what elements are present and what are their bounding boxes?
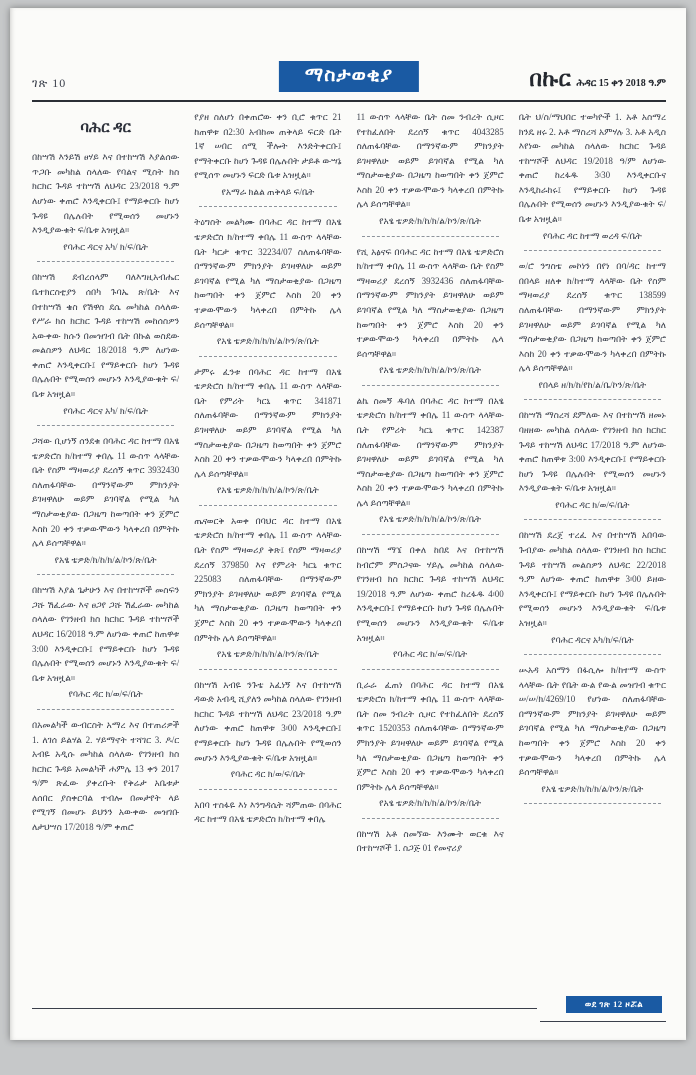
notice-divider [362, 534, 499, 535]
notice-paragraph: ቢራራ ፈጠነ በባሕር ዳር ከተማ በአፄ ቴዎድሮስ ክ/ከተማ ቀበሌ 11 ውስጥ ላላቸው ቤት ስመ ንብረት ሲዞር የተከፈለበት ደረሰኝ ቁጥር 1520353 ስለጠፋባቸው በማንኛውም ምክንያት ይገዛዋለሁ ወይም ይገባኛል የሚል ካለ ማስታወቂያው በጋዜጣ ከወጣበት ቀን ጀምሮ እስከ 20 ቀን ተቃውሞውን ካላቀረበ በምትኩ ሌላ ይሰጣቸዋል። [356, 679, 504, 792]
notice-paragraph: 11 ውስጥ ላላቸው ቤት ስመ ንብረት ሲዞር የተከፈለበት ደረሰኝ ቁጥር 4043285 ስለጠፋባቸው በማንኛውም ምክንያት ይገዛዋለሁ ወይም ይገባኛል የሚል ካለ ማስታወቂያው በጋዜጣ ከወጣበት ቀን ጀምሮ እስከ 20 ቀን ተቃውሞውን ካላቀረበ በምትኩ ሌላ ይሰጣቸዋል። [356, 112, 504, 210]
notice-paragraph: ቤት ህ/ስ/ማህበር ተወካዮች 1. አቶ አስማረ ክንዴ ዘሩ 2. አቶ ማስረሻ አምሃሉ 3. አቶ አዲስ እየነው መካከል ስላለው ክርክር ጉዳይ ተከሣሾች ለህዳር 19/2018 ዓ/ም ለሆነው ቀጠሮ ከረፋዱ 3፡30 እንዲቀርቡና እንዲከራከሩ፤ የማይቀርቡ ከሆነ ጉዳዩ በሌሉበት የሚወሰን መሆኑን እንዲያውቁት ፍ/ቤቱ አዝዟል። [518, 112, 666, 225]
notice-paragraph: በከሣሽ እንይሽ ፀሃይ እና በተከሣሽ እያልሰው ጥጋቡ መካከል ስላለው የባልና ሚስት ክስ ክርክር ጉዳይ ተከሣሽ ለህዳር 23/2018 ዓ.ም ለሆነው ቀጠሮ እንዲቀርቡ፤ የማይቀርቡ ከሆነ ጉዳዩ በሌሉበት የሚወሰን መሆኑን እንዲያውቁት ፍ/ቤቱ አዝዟል። [32, 152, 180, 236]
bottom-rule-left [32, 1008, 537, 1009]
column-1 [32, 110, 179, 1006]
column-2 [194, 110, 341, 1006]
section-title-badge: ማስታወቂያ [279, 61, 419, 92]
notice-paragraph: የሺ አፅናፍ በባሕር ዳር ከተማ በአፄ ቴዎድሮስ ክ/ከተማ ቀበሌ 11 ውስጥ ላላቸው ቤት የስም ማዛወሪያ ደረሰኝ 3932436 ስለጠፋባቸው በማንኛውም ምክንያት ይገዛዋለሁ ወይም ይገባኛል የሚል ካለ ማስታወቂያው በጋዜጣ ከወጣበት ቀን ጀምሮ እስከ 20 ቀን ተቃውሞውን ካላቀረበ በምትኩ ሌላ ይሰጣቸዋል። [356, 246, 504, 359]
court-signature: የአፄ ቴዎድ/ክ/ከ/ክ/ል/ኮን/ጽ/ቤት [379, 216, 482, 227]
notice-divider [199, 356, 336, 357]
notice-paragraph: በከሣሽ አብዬ ንጉቴ አፈነኝ እና በተከሣሽ ዳውድ አብዲ ሺያለን መካከል ስላለው የገንዘብ ክርክር ጉዳይ ተከሣሽ ለህዳር 23/2018 ዓ.ም ለሆነው ቀጠሮ ከጠዋቱ 3፡00 እንዲቀርቡ፤ የማይቀርቡ ከሆነ ጉዳዩ በሌሉበት የሚወሰን መሆኑን እንዲያውቁት ፍ/ቤቱ አዝዟል። [194, 679, 342, 763]
notice-divider [524, 519, 661, 520]
court-signature: የአማራ ክልል ጠቅላይ ፍ/ቤት [221, 186, 315, 197]
notice-paragraph: ጋሻው ቢሆነኝ ሰንደቁ በባሕር ዳር ከተማ በአፄ ቴዎድሮስ ክ/ከተማ ቀበሌ 11 ውስጥ ላላቸው ቤት የስም ማዛወሪያ ደረሰኝ ቁጥር 3932430 ስለጠፋባቸው በማንኛውም ምክንያት ይገዛዋለሁ ወይም ይገባኛል የሚል ካለ ማስታወቂያው በጋዜጣ ከወጣበት ቀን ጀምሮ እስከ 20 ቀን ተቃውሞውን ካላቀረበ በምትኩ ሌላ ይሰጣቸዋል። [32, 436, 180, 549]
notice-paragraph: ሡአዳ አስማን በፋሲሎ ክ/ከተማ ውስጥ ላላቸው ቤት የቤት ውል የውል መዝገብ ቁጥር ሠ/ሠ/ክ/4269/10 የሆነው ስለጠፋባቸው በማንኛውም ምክንያት ይገዛዋለሁ ወይም ይገባኛል የሚል ካለ ማስታወቂያው በጋዜጣ ከወጣበት ቀን ጀምሮ እስከ 20 ቀን ተቃውሞውን ካላቀረበ በምትኩ ሌላ ይሰጣቸዋል። [518, 665, 666, 778]
court-signature: የአፄ ቴዎድ/ክ/ከ/ክ/ል/ኮን/ጽ/ቤት [216, 336, 319, 347]
court-signature: የባሕር ዳር ክ/ወ/ፍ/ቤት [392, 649, 468, 660]
notice-divider [199, 669, 336, 670]
court-signature: የአፄ ቴዎድ/ክ/ከ/ክ/ል/ኮን/ጽ/ቤት [379, 365, 482, 376]
court-signature: የባሕር ዳር ክ/ወ/ፍ/ቤት [68, 689, 143, 700]
notice-paragraph: ጤናወርቅ አወቀ በባህር ዳር ከተማ በአፄ ቴዎድሮስ ክ/ከተማ ቀበሌ 11 ውስጥ ላላቸው ቤት የስም ማዛወሪያ ቅጽ፤ የስም ማዛወሪያ ደረሰኝ 379850 እና የምሪት ካርኒ ቁጥር 225083 ስለጠፋባቸው በማንኛውም ምክንያት ይገዛዋለሁ ወይም ይገባኛል የሚል ካለ ማስታወቂያው በጋዜጣ ከወጣበት ቀን ጀምሮ እስከ 20 ቀን ተቃውሞውን ካላቀረበ በምትኩ ሌላ ይሰጣቸዋል። [194, 515, 342, 643]
notice-paragraph: በከሣሽ ማስረሻ ደምለው እና በተከሣሽ ዘመኑ ባዘዘው መካከል ስላለው የገንዘብ ክስ ክርክር ጉዳይ ተከሣሽ ለህዳር 17/2018 ዓ.ም ለሆነው ቀጠሮ ከጠዋቱ 3:00 እንዲቀርቡ፤ የማይቀርቡ ከሆነ ጉዳዩ በሌሉበት የሚወሰን መሆኑን እንዲያውቁት ፍ/ቤቱ አዝዟል። [518, 410, 666, 494]
court-signature: የአፄ ቴዎድ/ክ/ከ/ክ/ል/ኮን/ጽ/ቤት [379, 798, 482, 809]
page-number-label: ገጽ 10 [32, 76, 67, 90]
notice-divider [37, 709, 174, 710]
notice-divider [199, 206, 336, 207]
court-signature: የባሕር ዳርና አካ/ክ/ፍ/ቤት [551, 634, 634, 645]
column-4 [519, 110, 666, 1006]
column-3 [357, 110, 504, 1006]
court-signature: የአፄ ቴዎድ/ክ/ከ/ክ/ል/ኮን/ጽ/ቤት [541, 783, 644, 794]
notice-divider [37, 261, 174, 262]
notice-paragraph: ልኬ ስመኝ ዱባለ በባሕር ዳር ከተማ በአፄ ቴዎድሮስ ክ/ከተማ ቀበሌ 11 ውስጥ ላላቸው ቤት የምሪት ካርኒ ቁጥር 142387 ስለጠፋባቸው በማንኛውም ምክንያት ይገዛዋለሁ ወይም ይገባኛል የሚል ካለ ማስታወቂያው በጋዜጣ ከወጣበት ቀን ጀምሮ እስከ 20 ቀን ተቃውሞውን ካላቀረበ በምትኩ ሌላ ይሰጣቸዋል። [356, 395, 504, 508]
masthead [529, 66, 666, 94]
notice-divider [524, 654, 661, 655]
notice-paragraph: በከሣሽ ማኜ በቀለ ከበደ እና በተከሣሽ ከብሮም ምስጋናው ሃይሌ መካከል ስላለው የገንዘብ ክስ ክርክር ጉዳይ ተከሣሽ ለህዳር 19/2018 ዓ.ም ለሆነው ቀጠሮ ከረፋዱ 4፡00 እንዲቀርቡ፤ የማይቀርቡ ከሆነ ጉዳዩ በሌሉበት የሚወሰን መሆኑን እንዲያውቁት ፍ/ቤቱ አዝዟል። [356, 545, 504, 643]
court-signature: የአፄ ቴዎድ/ክ/ከ/ክ/ል/ኮን/ጽ/ቤት [54, 554, 157, 565]
notice-divider [524, 250, 661, 251]
notice-paragraph: በከሣሽ አቶ ስመኘው እንሙት ወርቁ እና በተከሣሾች 1. ስጋጅ 01 የመኖሪያ [356, 828, 504, 854]
notice-columns [32, 110, 666, 1006]
notice-divider [362, 669, 499, 670]
page-header [32, 56, 666, 94]
notice-divider [37, 574, 174, 575]
continued-on-page-badge: ወደ ገጽ 12 ዞሯል [566, 996, 662, 1013]
notice-divider [199, 789, 336, 790]
notice-paragraph: በከሣሽ ደብረሰላም ባለእግዚአብሔር ቤተክርስቲያን ሰበካ ጉባኤ ጽ/ቤት እና በተከሣሽ ቄስ የሽዋስ ደሴ መካከል ስላለው የሥራ ክስ ክርክር ጉዳይ ተከሣሽ መከሰስዎን አውቀው ክሱን በመዝገብ ቤት በኩል ወስደው መልስዎን ለህዳር 18/2018 ዓ.ም ለሆነው ቀጠሮ እንዲቀርቡ፤ የማይቀርቡ ከሆነ ጉዳዩ በሌሉበት የሚወሰን መሆኑን እንዲያውቁት ፍ/ቤቱ አዝዟል። [32, 272, 180, 399]
court-signature: የአፄ ቴዎድ/ክ/ከ/ክ/ል/ኮን/ጽ/ቤት [216, 649, 319, 660]
bottom-rule-right [540, 1021, 666, 1022]
court-signature: የአፄ ቴዎድ/ክ/ከ/ክ/ል/ኮን/ጽ/ቤት [379, 514, 482, 525]
notice-paragraph: ወ/ሮ ንግስቴ መኮነን በየነ በባ/ዳር ከተማ በበላይ ዘለቀ ክ/ከተማ ላላቸው ቤት የስም ማዛወሪያ ደረሰኝ ቁጥር 138599 ስለጠፋባቸው በማንኛውም ምክንያት ይገዛዋለሁ ወይም ይገባኛል የሚል ካለ ማስታወቂያው በጋዜጣ ከወጣበት ቀን ጀምሮ እስከ 20 ቀን ተቃውሞውን ካላቀረበ በምትኩ ሌላ ይሰጣቸዋል። [518, 261, 666, 374]
notice-paragraph: አበባ ተስፋዬ እነ እንግዳሴት ሻምጠው በባሕር ዳር ከተማ በአፄ ቴዎድሮስ ክ/ከተማ ቀበሌ [194, 799, 342, 825]
court-signature: የበላይ ዘ/ክ/ከ/የከ/ል/ቤ/ኮን/ጽ/ቤት [538, 379, 647, 390]
notice-divider [362, 236, 499, 237]
city-heading: ባሕር ዳር [80, 120, 131, 136]
notice-paragraph: በከሣሽ ደረጀ ተረፈ እና በተከሣሽ አበባው ጉብያው መካከል ስላለው የገንዘብ ክስ ክርክር ጉዳይ ተከሣሽ መልስዎን ለህዳር 22/2018 ዓ.ም ለሆነው ቀጠሮ ከጠዋቱ 3፡00 ይዘው እንዲቀርቡ፤ የማይቀርቡ ከሆነ ጉዳዩ በሌሉበት የሚወሰን መሆኑን እንዲያውቁት ፍ/ቤቱ አዝዟል። [518, 530, 666, 628]
notice-divider [524, 803, 661, 804]
notice-divider [524, 399, 661, 400]
court-signature: የአፄ ቴዎድ/ክ/ከ/ክ/ል/ኮን/ጽ/ቤት [216, 485, 319, 496]
notice-paragraph: የያዘ ስለሆነ በቀጠሮው ቀን ቢሮ ቁጥር 21 ከጠዋቱ በ2:30 አብከመ ጠቅላይ ፍርድ ቤት 1ኛ ሠበር ሰሚ ችሎት እንድትቀርቡ፤ የማትቀርቡ ከሆነ ጉዳዩ በሌሉበት ታይቶ ውሣኔ የሚሰጥ መሆኑን ፍርድ ቤቱ አዝዟል። [194, 112, 342, 181]
notice-divider [199, 505, 336, 506]
notice-paragraph: በከሣሽ እያል ጌታሁን እና በተከሣሾች መስፍን ጋሹ ሽፈራው እና ፀጋየ ጋሹ ሽፈራው መካከል ስላለው የገንዘብ ክስ ክርክር ጉዳይ ተከሣሾች ለህዳር 16/2018 ዓ.ም ለሆነው ቀጠሮ ከጠዋቱ 3:00 እንዲቀርቡ፤ የማይቀርቡ ከሆነ ጉዳዩ በሌሉበት የሚወሰን መሆኑን እንዲያውቁት ፍ/ቤቱ አዝዟል። [32, 585, 180, 683]
header-rule [32, 100, 666, 102]
newspaper-name: በኩር [529, 66, 572, 91]
notice-paragraph: በአመልካች ውብርስት አማረ እና በተጠሪዎች 1. ለገሰ ይልሃል 2. ሃይማኖት ተሻገር 3. ዶ/ር አብዬ አዲሱ መካከል ስላለው የገንዘብ ክስ ክርክር ጉዳይ አመልካች ሐምሌ 13 ቀን 2017 ዓ/ም ጽፈው ያቀረቡት የቅሬታ አቤቱታ ለሰበር ያስቀርባል ተብሎ በመታየት ላይ የሚገኝ በመሆኑ ይህንን አውቀው መዝገቡ ለታህሣስ 17/2018 ዓ/ም ቀጠሮ [32, 719, 180, 832]
notice-paragraph: ትዕግስት መልካሙ በባሕር ዳር ከተማ በአፄ ቴዎድሮስ ክ/ከተማ ቀበሌ 11 ውስጥ ላላቸው ቤት ካርታ ቁጥር 32234/07 ስለጠፋባቸው በማንኛውም ምክንያት ይገዛዋለሁ ወይም ይገባኛል የሚል ካለ ማስታወቂያው በጋዜጣ ከወጣበት ቀን ጀምሮ እስከ 20 ቀን ተቃውሞውን ካላቀረበ በምትኩ ሌላ ይሰጣቸዋል። [194, 217, 342, 330]
newspaper-page [10, 8, 686, 1040]
notice-divider [362, 385, 499, 386]
issue-date: ሕዳር 15 ቀን 2018 ዓ.ም [576, 78, 666, 89]
notice-divider [362, 818, 499, 819]
notice-divider [37, 425, 174, 426]
court-signature: የባሕር ዳርና አካ/ ክ/ፍ/ቤት [63, 405, 149, 416]
notice-paragraph: ታምሩ ፈንቱ በባሕር ዳር ከተማ በአፄ ቴዎድሮስ ክ/ከተማ ቀበሌ 11 ውስጥ ላላቸው ቤት የምሪት ካርኒ ቁጥር 341871 ስለጠፋባቸው በማንኛውም ምክንያት ይገዛዋለሁ ወይም ይገባኛል የሚል ካለ ማስታወቂያው በጋዜጣ ከወጣበት ቀን ጀምሮ እስከ 20 ቀን ተቃውሞውን ካላቀረበ በምትኩ ሌላ ይሰጣቸዋል። [194, 366, 342, 479]
court-signature: የባሕር ዳር ከተማ ወረዳ ፍ/ቤት [542, 230, 642, 241]
court-signature: የባሕር ዳር ክ/ወ/ፍ/ቤት [230, 769, 306, 780]
court-signature: የባሕር ዳር ክ/ወ/ፍ/ቤት [555, 499, 630, 510]
court-signature: የባሕር ዳርና አካ/ ክ/ፍ/ቤት [63, 241, 149, 252]
